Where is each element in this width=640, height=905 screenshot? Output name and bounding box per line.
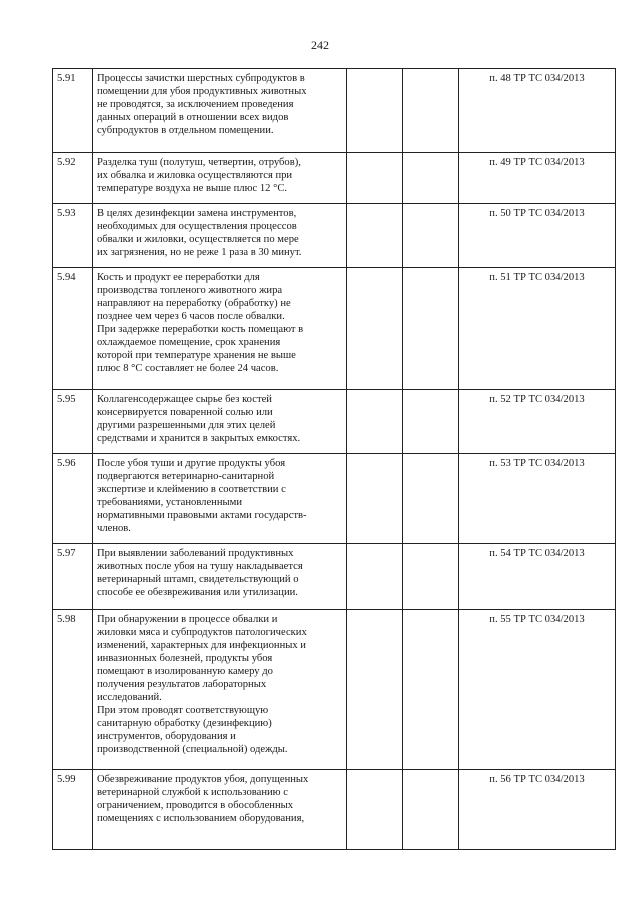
regulation-reference: п. 51 ТР ТС 034/2013 <box>459 268 616 390</box>
requirement-text: Кость и продукт ее переработки для производства топленого животного жира направляют на переработку (обработку) не позднее чем через 6 часов после обвалки. При задержке переработки кость помещают в охлаждаемое помещение, срок хранения которой при температуре хранения не выше плюс 8 °С составляет не более 24 часов. <box>93 268 347 390</box>
table-row <box>53 454 616 544</box>
row-number: 5.99 <box>53 770 93 850</box>
answer-no-cell[interactable] <box>403 390 459 454</box>
requirement-text: Обезвреживание продуктов убоя, допущенных ветеринарной службой к использованию с ограничением, проводится в обособленных помещениях с использованием оборудования, <box>93 770 347 850</box>
answer-no-cell[interactable] <box>403 544 459 610</box>
table-row <box>53 390 616 454</box>
answer-yes-cell[interactable] <box>347 153 403 204</box>
requirement-text: При обнаружении в процессе обвалки и жиловки мяса и субпродуктов патологических изменений, характерных для инфекционных и инвазионных болезней, продукты убоя помещают в изолированную камеру до получения результатов лабораторных исследований. При этом проводят соответствующую санитарную обработку (дезинфекцию) инструментов, оборудования и производственной (специальной) одежды. <box>93 610 347 770</box>
regulation-reference: п. 55 ТР ТС 034/2013 <box>459 610 616 770</box>
table-row <box>53 544 616 610</box>
row-number: 5.94 <box>53 268 93 390</box>
regulation-reference: п. 48 ТР ТС 034/2013 <box>459 69 616 153</box>
requirements-table <box>52 68 616 850</box>
table-row <box>53 69 616 153</box>
row-number: 5.95 <box>53 390 93 454</box>
answer-yes-cell[interactable] <box>347 454 403 544</box>
table-row <box>53 610 616 770</box>
page-number: 242 <box>311 38 329 52</box>
answer-yes-cell[interactable] <box>347 69 403 153</box>
requirement-text: Разделка туш (полутуш, четвертин, отрубов), их обвалка и жиловка осуществляются при температуре воздуха не выше плюс 12 °С. <box>93 153 347 204</box>
regulation-reference: п. 50 ТР ТС 034/2013 <box>459 204 616 268</box>
requirement-text: При выявлении заболеваний продуктивных животных после убоя на тушу накладывается ветеринарный штамп, свидетельствующий о способе ее обезвреживания или утилизации. <box>93 544 347 610</box>
regulation-reference: п. 49 ТР ТС 034/2013 <box>459 153 616 204</box>
row-number: 5.92 <box>53 153 93 204</box>
table-row <box>53 153 616 204</box>
row-number: 5.97 <box>53 544 93 610</box>
answer-no-cell[interactable] <box>403 204 459 268</box>
requirement-text: Процессы зачистки шерстных субпродуктов в помещении для убоя продуктивных животных не проводятся, за исключением проведения данных операций в отношении всех видов субпродуктов в отдельном помещении. <box>93 69 347 153</box>
requirement-text: После убоя туши и другие продукты убоя подвергаются ветеринарно-санитарной экспертизе и клеймению в соответствии с требованиями, установленными нормативными правовыми актами государств- членов. <box>93 454 347 544</box>
answer-no-cell[interactable] <box>403 153 459 204</box>
answer-yes-cell[interactable] <box>347 544 403 610</box>
requirement-text: Коллагенсодержащее сырье без костей консервируется поваренной солью или другими разрешенными для этих целей средствами и хранится в закрытых емкостях. <box>93 390 347 454</box>
table-row <box>53 770 616 850</box>
regulation-reference: п. 54 ТР ТС 034/2013 <box>459 544 616 610</box>
answer-yes-cell[interactable] <box>347 770 403 850</box>
answer-no-cell[interactable] <box>403 770 459 850</box>
answer-no-cell[interactable] <box>403 69 459 153</box>
answer-no-cell[interactable] <box>403 268 459 390</box>
answer-yes-cell[interactable] <box>347 610 403 770</box>
answer-no-cell[interactable] <box>403 454 459 544</box>
row-number: 5.98 <box>53 610 93 770</box>
answer-yes-cell[interactable] <box>347 390 403 454</box>
row-number: 5.93 <box>53 204 93 268</box>
requirement-text: В целях дезинфекции замена инструментов, необходимых для осуществления процессов обвалки и жиловки, осуществляется по мере их загрязнения, но не реже 1 раза в 30 минут. <box>93 204 347 268</box>
row-number: 5.91 <box>53 69 93 153</box>
answer-no-cell[interactable] <box>403 610 459 770</box>
table-row <box>53 204 616 268</box>
table-row <box>53 268 616 390</box>
answer-yes-cell[interactable] <box>347 268 403 390</box>
row-number: 5.96 <box>53 454 93 544</box>
regulation-reference: п. 56 ТР ТС 034/2013 <box>459 770 616 850</box>
regulation-reference: п. 52 ТР ТС 034/2013 <box>459 390 616 454</box>
answer-yes-cell[interactable] <box>347 204 403 268</box>
regulation-reference: п. 53 ТР ТС 034/2013 <box>459 454 616 544</box>
